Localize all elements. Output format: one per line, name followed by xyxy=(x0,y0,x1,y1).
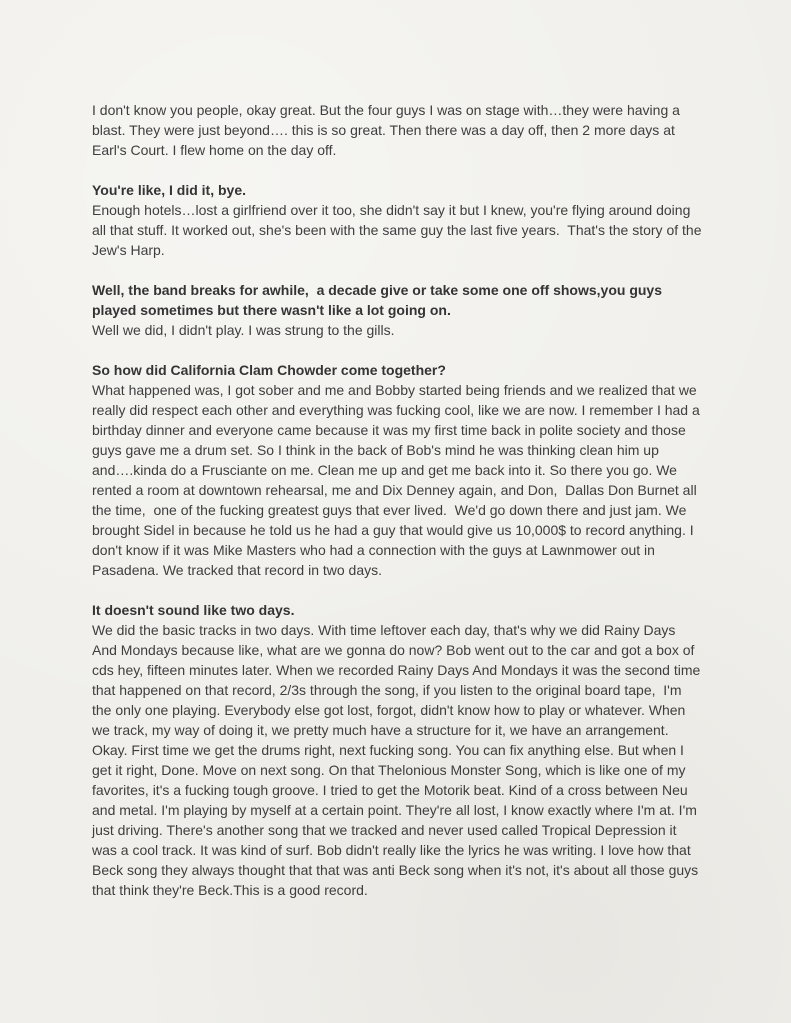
interview-answer: I don't know you people, okay great. But the four guys I was on stage with…they were having a blast. They were just beyond…. this is so great. Then there was a day off, then 2 more days at Earl's Court. I flew home on the day off. xyxy=(92,102,684,158)
interview-answer: We did the basic tracks in two days. With time leftover each day, that's why we did Rainy Days And Mondays because like, what are we gonna do now? Bob went out to the car and got a box of cds hey, fifteen minutes later. When we recorded Rainy Days And Mondays it was the second time that happened on that record, 2/3s through the song, if you listen to the original board tape, I'm the only one playing. Everybody else got lost, forgot, didn't know how to play or whatever. When we track, my way of doing it, we pretty much have a structure for it, we have an arrangement. Okay. First time we get the drums right, next fucking song. You can fix anything else. But when I get it right, Done. Move on next song. On that Thelonious Monster Song, which is like one of my favorites, it's a fucking tough groove. I tried to get the Motorik beat. Kind of a cross between Neu and metal. I'm playing by myself at a certain point. They're all lost, I know exactly where I'm at. I'm just driving. There's another song that we tracked and never used called Tropical Depression it was a cool track. It was kind of surf. Bob didn't really like the lyrics he was writing. I love how that Beck song they always thought that that was anti Beck song when it's not, it's about all those guys that think they're Beck.This is a good record. xyxy=(92,622,705,898)
interview-question: It doesn't sound like two days. xyxy=(92,602,295,618)
interview-question: Well, the band breaks for awhile, a decade give or take some one off shows,you guys played sometimes but there wasn't like a lot going on. xyxy=(92,282,666,318)
interview-question: So how did California Clam Chowder come together? xyxy=(92,362,446,378)
interview-answer: Enough hotels…lost a girlfriend over it too, she didn't say it but I knew, you're flying around doing all that stuff. It worked out, she's been with the same guy the last five years. That's the story of the Jew's Harp. xyxy=(92,202,706,258)
interview-answer: What happened was, I got sober and me and Bobby started being friends and we realized that we really did respect each other and everything was fucking cool, like we are now. I remember I had a birthday dinner and everyone came because it was my first time back in polite society and those guys gave me a drum set. So I think in the back of Bob's mind he was thinking clean him up and….kinda do a Frusciante on me. Clean me up and get me back into it. So there you go. We rented a room at downtown rehearsal, me and Dix Denney again, and Don, Dallas Don Burnet all the time, one of the fucking greatest guys that ever lived. We'd go down there and just jam. We brought Sidel in because he told us he had a guy that would give us 10,000$ to record anything. I don't know if it was Mike Masters who had a connection with the guys at Lawnmower out in Pasadena. We tracked that record in two days. xyxy=(92,382,704,578)
interview-answer: Well we did, I didn't play. I was strung to the gills. xyxy=(92,322,395,338)
interview-question: You're like, I did it, bye. xyxy=(92,182,246,198)
